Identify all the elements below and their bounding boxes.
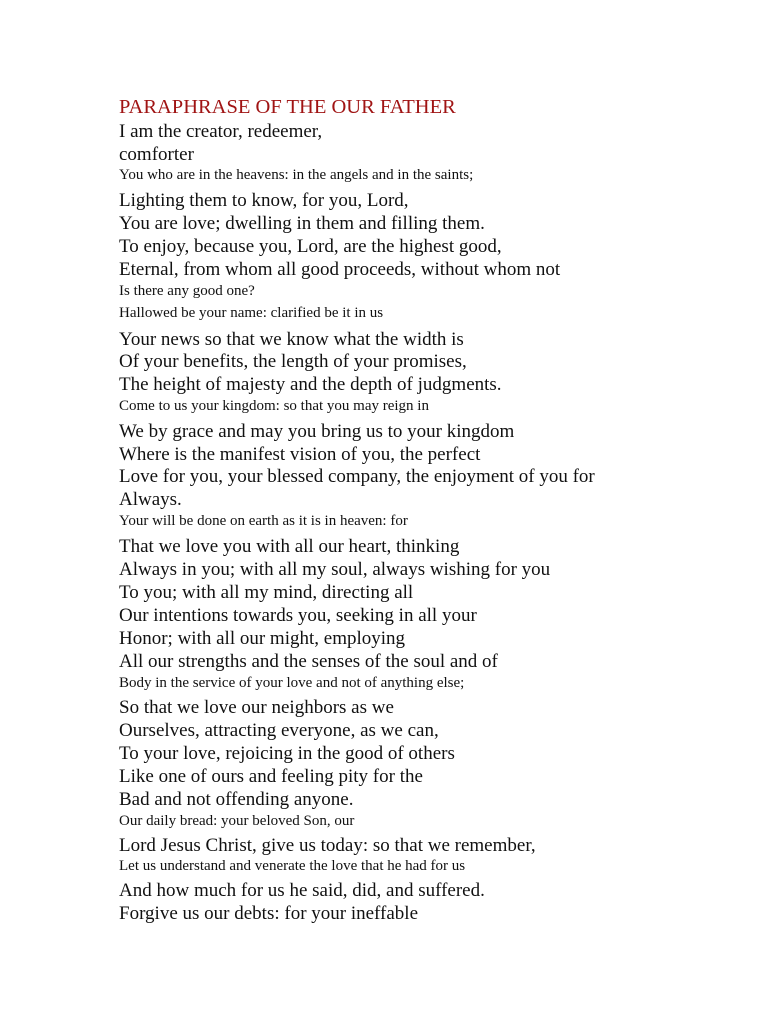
text-line-4: Lighting them to know, for you, Lord, [119,190,409,211]
document-title: PARAPHRASE OF THE OUR FATHER [119,96,456,118]
text-line-11: Of your benefits, the length of your promises, [119,351,467,372]
text-line-31: Our daily bread: your beloved Son, our [119,813,355,829]
text-line-27: Ourselves, attracting everyone, as we can, [119,720,439,741]
text-line-10: Your news so that we know what the width is [119,329,464,350]
text-line-34: And how much for us he said, did, and suffered. [119,880,485,901]
text-line-2: comforter [119,144,194,165]
text-line-20: Always in you; with all my soul, always wishing for you [119,559,551,580]
text-line-35: Forgive us our debts: for your ineffable [119,903,419,924]
text-line-15: Where is the manifest vision of you, the perfect [119,444,481,465]
text-line-29: Like one of ours and feeling pity for the [119,766,423,787]
text-line-26: So that we love our neighbors as we [119,697,394,718]
text-line-33: Let us understand and venerate the love that he had for us [119,858,466,874]
text-line-1: I am the creator, redeemer, [119,121,323,142]
text-line-8: Is there any good one? [119,283,255,299]
text-line-24: All our strengths and the senses of the soul and of [119,651,498,672]
text-line-25: Body in the service of your love and not of anything else; [119,675,465,691]
text-line-14: We by grace and may you bring us to your kingdom [119,421,515,442]
text-line-22: Our intentions towards you, seeking in all your [119,605,477,626]
text-line-30: Bad and not offending anyone. [119,789,354,810]
text-line-32: Lord Jesus Christ, give us today: so that we remember, [119,835,536,856]
text-line-17: Always. [119,489,182,510]
text-line-12: The height of majesty and the depth of judgments. [119,374,502,395]
text-line-19: That we love you with all our heart, thinking [119,536,460,557]
text-line-6: To enjoy, because you, Lord, are the highest good, [119,236,502,257]
text-line-3: You who are in the heavens: in the angels and in the saints; [119,167,474,183]
text-line-9: Hallowed be your name: clarified be it in us [119,305,384,321]
text-line-18: Your will be done on earth as it is in heaven: for [119,513,408,529]
text-line-21: To you; with all my mind, directing all [119,582,414,603]
text-line-23: Honor; with all our might, employing [119,628,406,649]
text-line-7: Eternal, from whom all good proceeds, without whom not [119,259,561,280]
text-line-13: Come to us your kingdom: so that you may reign in [119,398,429,414]
text-line-16: Love for you, your blessed company, the enjoyment of you for [119,466,595,487]
text-line-28: To your love, rejoicing in the good of others [119,743,455,764]
text-line-5: You are love; dwelling in them and filling them. [119,213,485,234]
